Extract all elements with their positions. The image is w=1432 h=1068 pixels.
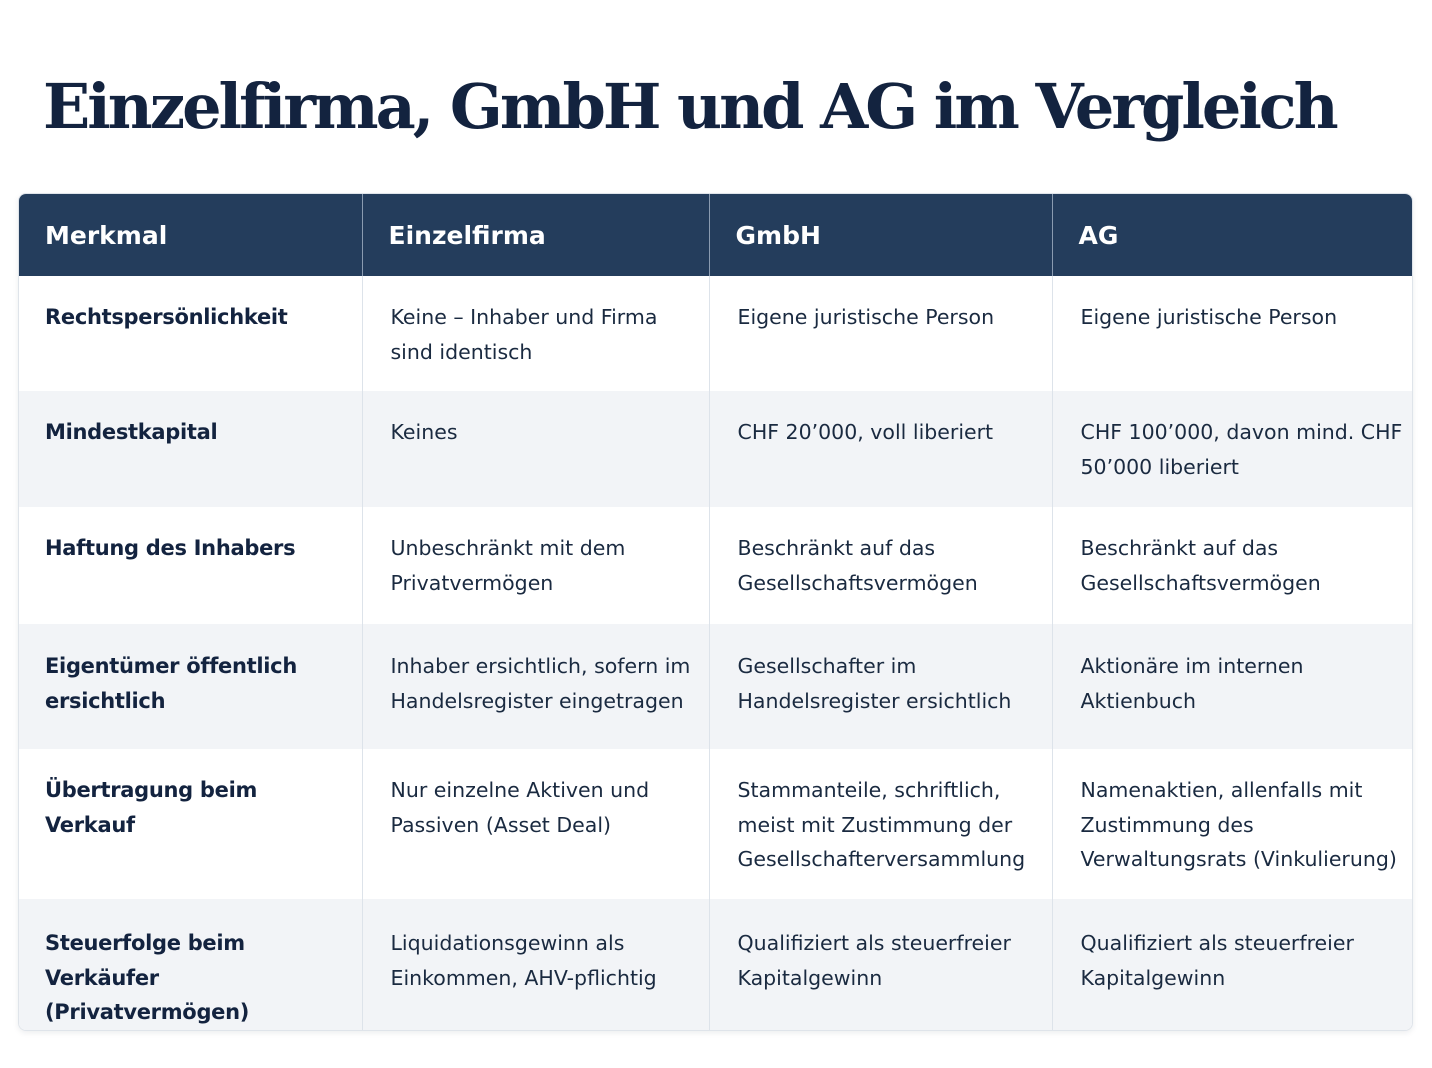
row-label: Haftung des Inhabers [19,507,362,624]
row-label: Übertragung beim Verkauf [19,749,362,899]
table-row [19,899,1412,1030]
page-title: Einzelfirma, GmbH und AG im Vergleich [43,70,1336,143]
header-gmbh: GmbH [709,194,1052,276]
header-merkmal: Merkmal [19,194,362,276]
cell-einzelfirma: Keine – Inhaber und Firma sind identisch [362,276,709,391]
table-row [19,749,1412,899]
table-row [19,507,1412,624]
table-row [19,276,1412,391]
row-label: Rechtspersönlichkeit [19,276,362,391]
cell-gmbh: CHF 20’000, voll liberiert [709,391,1052,507]
comparison-table [19,194,1412,1030]
cell-einzelfirma: Keines [362,391,709,507]
cell-ag: Qualifiziert als steuerfreier Kapitalgewinn [1080,931,1354,990]
cell-ag: Aktionäre im internen Aktienbuch [1080,654,1304,713]
cell-ag: Eigene juristische Person [1080,305,1338,329]
cell-ag: CHF 100’000, davon mind. CHF 50’000 liberiert [1080,420,1403,479]
cell-einzelfirma: Nur einzelne Aktiven und Passiven (Asset Deal) [362,749,709,899]
cell-gmbh: Qualifiziert als steuerfreier Kapitalgewinn [709,899,1052,1030]
cell-gmbh: Eigene juristische Person [709,276,1052,391]
cell-ag: Beschränkt auf das Gesellschaftsvermögen [1080,536,1321,595]
table-header-row [19,194,1412,276]
cell-gmbh: Gesellschafter im Handelsregister ersichtlich [709,624,1052,749]
header-ag: AG [1078,220,1119,250]
cell-gmbh: Beschränkt auf das Gesellschaftsvermögen [709,507,1052,624]
header-einzelfirma: Einzelfirma [362,194,709,276]
row-label: Mindestkapital [19,391,362,507]
cell-einzelfirma: Liquidationsgewinn als Einkommen, AHV-pflichtig [362,899,709,1030]
row-label: Steuerfolge beim Verkäufer (Privatvermögen) [19,899,362,1030]
comparison-table-container [18,193,1413,1031]
cell-gmbh: Stammanteile, schriftlich, meist mit Zustimmung der Gesellschafterversammlung [709,749,1052,899]
table-row [19,391,1412,507]
table-row [19,624,1412,749]
row-label: Eigentümer öffentlich ersichtlich [19,624,362,749]
cell-einzelfirma: Unbeschränkt mit dem Privatvermögen [362,507,709,624]
cell-einzelfirma: Inhaber ersichtlich, sofern im Handelsregister eingetragen [362,624,709,749]
cell-ag: Namenaktien, allenfalls mit Zustimmung des Verwaltungsrats (Vinkulierung) [1080,778,1397,871]
